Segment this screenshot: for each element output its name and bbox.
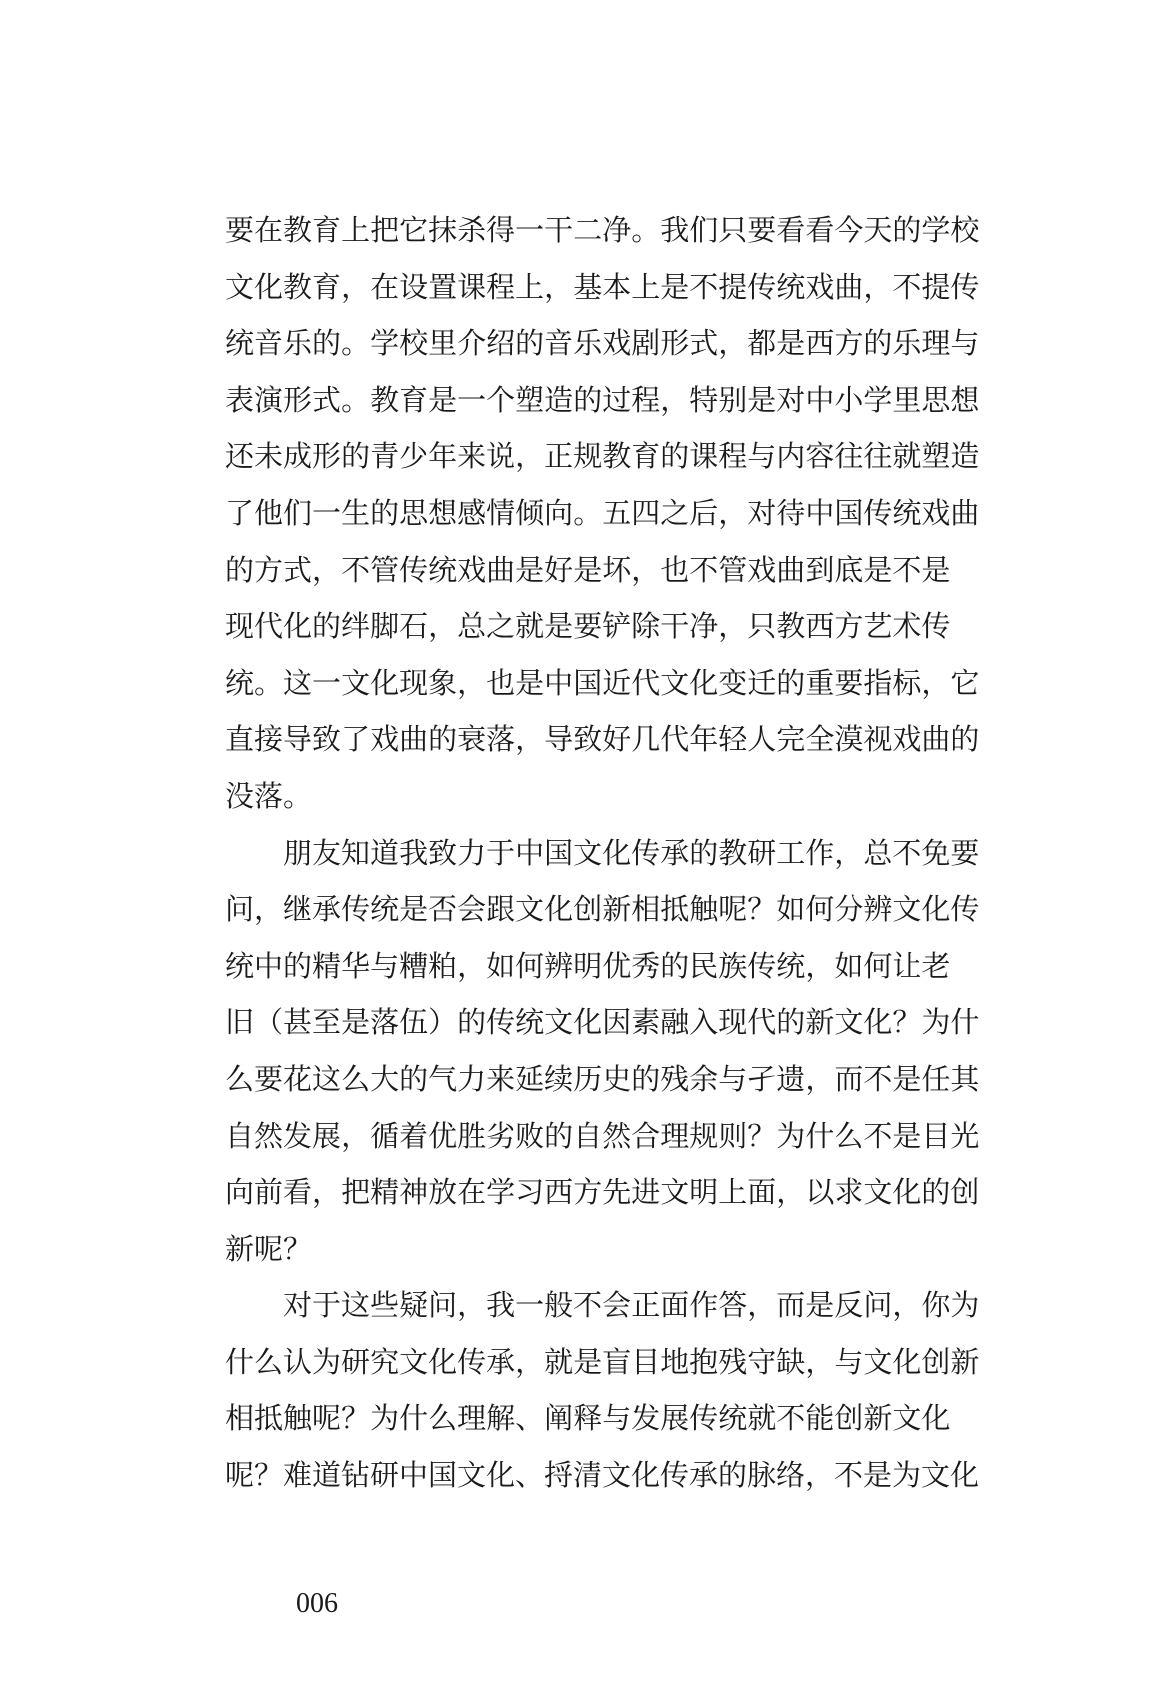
text-line: 呢？难道钻研中国文化、捋清文化传承的脉络，不是为文化 bbox=[225, 1458, 980, 1493]
text-line: 没落。 bbox=[225, 778, 313, 813]
text-line: 自 然 发 展 ， 循 着 优 胜 劣 败 的 自 然 合 理 规 则 ？ 为 什 么 不 是 目 光 bbox=[225, 1118, 980, 1153]
text-line: 朋 友 知 道 我 致 力 于 中 国 文 化 传 承 的 教 研 工 作 ， 总 不 免 要 bbox=[283, 835, 980, 870]
text-line: 现 代 化 的 绊 脚 石 ， 总 之 就 是 要 铲 除 干 净 ， 只 教 西 方 艺 术 传 bbox=[225, 609, 951, 644]
text-line: 问 ， 继 承 传 统 是 否 会 跟 文 化 创 新 相 抵 触 呢 ？ 如 何 分 辨 文 化 传 bbox=[225, 892, 980, 927]
text-line: 要 在 教 育 上 把 它 抹 杀 得 一 干 二 净 。 我 们 只 要 看 看 今 天 的 学 校 bbox=[225, 213, 980, 247]
text-line: 统 中 的 精 华 与 糟 粕 ， 如 何 辨 明 优 秀 的 民 族 传 统 ， 如 何 让 老 bbox=[225, 948, 951, 983]
text-line: 对 于 这 些 疑 问 ， 我 一 般 不 会 正 面 作 答 ， 而 是 反 问 ， 你 为 bbox=[283, 1288, 980, 1323]
page-number: 006 bbox=[296, 1588, 338, 1619]
text-line: 的 方 式 ， 不 管 传 统 戏 曲 是 好 是 坏 ， 也 不 管 戏 曲 到 底 是 不 是 bbox=[225, 552, 951, 587]
text-line: 表 演 形 式 。 教 育 是 一 个 塑 造 的 过 程 ， 特 别 是 对 中 小 学 里 思 想 bbox=[225, 382, 980, 417]
text-line: 还 未 成 形 的 青 少 年 来 说 ， 正 规 教 育 的 课 程 与 内 容 往 往 就 塑 造 bbox=[225, 439, 980, 474]
text-line: 统 。 这 一 文 化 现 象 ， 也 是 中 国 近 代 文 化 变 迁 的 重 要 指 标 ， 它 bbox=[225, 665, 980, 700]
body-text bbox=[225, 202, 980, 1504]
text-line: 统 音 乐 的 。 学 校 里 介 绍 的 音 乐 戏 剧 形 式 ， 都 是 西 方 的 乐 理 与 bbox=[225, 326, 980, 361]
paragraph bbox=[225, 202, 980, 825]
text-line: 向 前 看 ， 把 精 神 放 在 学 习 西 方 先 进 文 明 上 面 ， 以 求 文 化 的 创 bbox=[225, 1175, 980, 1210]
text-line: 什 么 认 为 研 究 文 化 传 承 ， 就 是 盲 目 地 抱 残 守 缺 ， 与 文 化 创 新 bbox=[225, 1344, 980, 1379]
text-line: 文 化 教 育 ， 在 设 置 课 程 上 ， 基 本 上 是 不 提 传 统 戏 曲 ， 不 提 传 bbox=[225, 269, 980, 304]
text-line: 新呢？ bbox=[225, 1231, 313, 1266]
text-line: 相 抵 触 呢 ？ 为 什 么 理 解 、 阐 释 与 发 展 传 统 就 不 能 创 新 文 化 bbox=[225, 1401, 951, 1436]
paragraph bbox=[225, 825, 980, 1278]
paragraph bbox=[225, 1277, 980, 1503]
text-line: 么 要 花 这 么 大 的 气 力 来 延 续 历 史 的 残 余 与 孑 遗 ， 而 不 是 任 其 bbox=[225, 1061, 980, 1096]
text-line: 旧 （ 甚 至 是 落 伍 ） 的 传 统 文 化 因 素 融 入 现 代 的 新 文 化 ？ 为 什 bbox=[225, 1005, 980, 1040]
text-line: 了 他 们 一 生 的 思 想 感 情 倾 向 。 五 四 之 后 ， 对 待 中 国 传 统 戏 曲 bbox=[225, 495, 980, 530]
text-line: 直 接 导 致 了 戏 曲 的 衰 落 ， 导 致 好 几 代 年 轻 人 完 全 漠 视 戏 曲 的 bbox=[225, 722, 980, 757]
